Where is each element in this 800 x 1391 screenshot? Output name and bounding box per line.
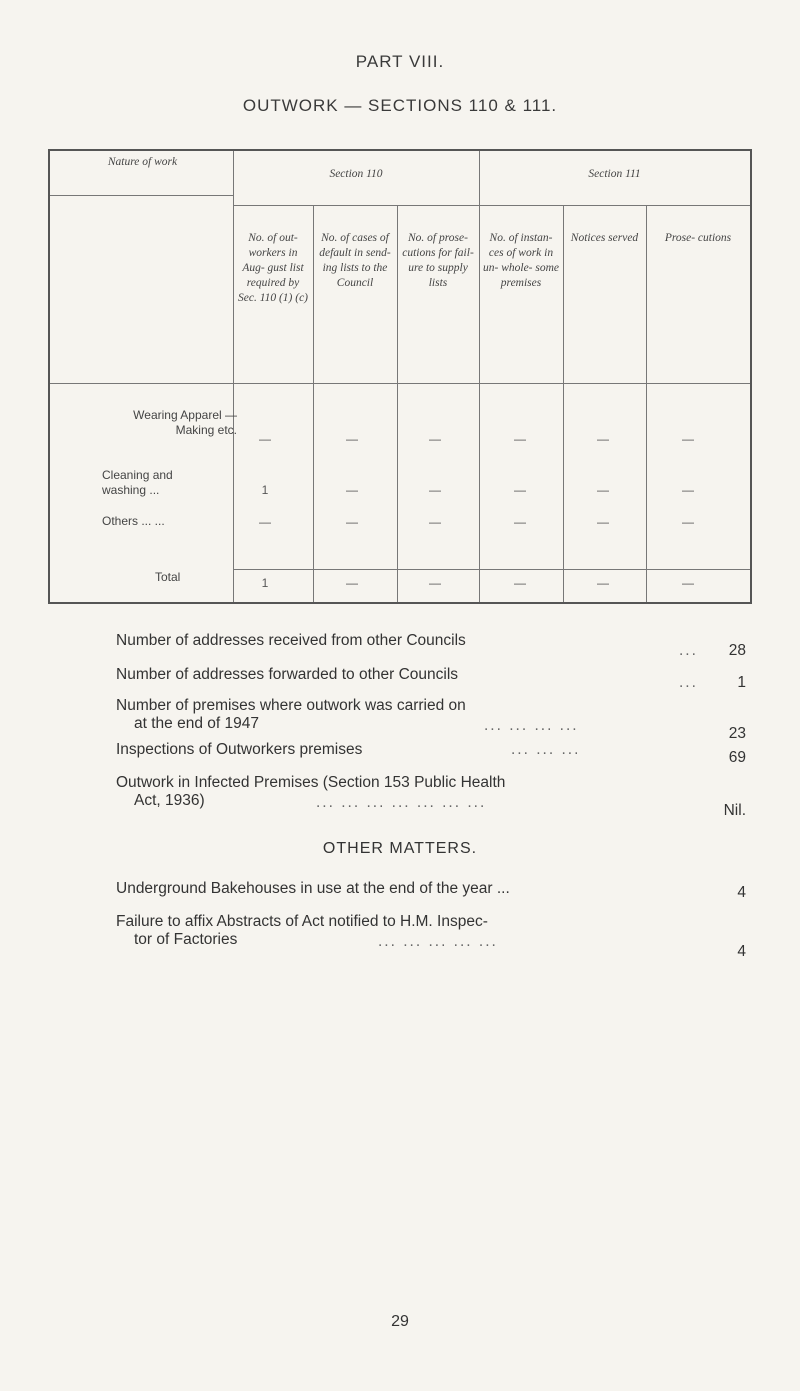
- header-section-111: Section 111: [588, 168, 641, 180]
- divider: [646, 205, 647, 602]
- leader-dots: ... ... ... ... ... ... ...: [316, 794, 487, 811]
- stat-value: 4: [737, 943, 746, 960]
- stat-value: 1: [737, 674, 746, 691]
- row-label-wearing-apparel: Wearing Apparel — Making etc.: [133, 408, 237, 437]
- table-cell: —: [259, 432, 271, 446]
- stat-label: Failure to affix Abstracts of Act notified to H.M. Inspec-: [116, 913, 488, 930]
- total-cell: —: [346, 576, 358, 590]
- row-label-total: Total: [155, 570, 181, 584]
- header-section-110: Section 110: [329, 168, 383, 180]
- header-col-prosecutions-110: No. of prose- cutions for fail- ure to supply lists: [402, 232, 474, 289]
- table-cell: —: [429, 483, 441, 497]
- table-cell: —: [597, 515, 609, 529]
- table-cell: —: [682, 432, 694, 446]
- leader-dots: ... ... ... ... ...: [378, 933, 498, 950]
- stat-value: 69: [728, 749, 746, 766]
- table-cell: —: [346, 432, 358, 446]
- divider: [479, 151, 480, 602]
- table-cell: —: [597, 432, 609, 446]
- stat-label: Number of premises where outwork was carried on: [116, 697, 466, 714]
- header-col-notices: Notices served: [570, 232, 639, 244]
- divider: [50, 383, 750, 384]
- table-cell: —: [346, 515, 358, 529]
- divider: [397, 205, 398, 602]
- total-cell: —: [682, 576, 694, 590]
- table-cell: —: [514, 432, 526, 446]
- leader-dots: ...: [679, 674, 698, 691]
- divider: [233, 151, 234, 602]
- stat-value: 28: [728, 642, 746, 659]
- table-cell: —: [682, 483, 694, 497]
- stat-value: 4: [737, 884, 746, 901]
- table-cell: —: [429, 432, 441, 446]
- stat-label-continued: Act, 1936): [134, 792, 205, 809]
- page-number: 29: [391, 1313, 409, 1330]
- table-cell: —: [514, 483, 526, 497]
- stat-label: Number of addresses forwarded to other Councils: [116, 666, 459, 683]
- stat-label-continued: tor of Factories: [134, 931, 238, 948]
- total-cell: —: [429, 576, 441, 590]
- divider: [313, 205, 314, 602]
- stat-label: Outwork in Infected Premises (Section 153 Public Health: [116, 774, 506, 791]
- table-cell: —: [682, 515, 694, 529]
- table-cell: —: [514, 515, 526, 529]
- total-cell: 1: [261, 576, 269, 590]
- stat-label-continued: at the end of 1947: [134, 715, 259, 732]
- row-label-cleaning: Cleaning and washing ...: [102, 468, 173, 497]
- stat-label: Inspections of Outworkers premises: [116, 741, 363, 758]
- leader-dots: ...: [679, 642, 698, 659]
- table-cell: —: [597, 483, 609, 497]
- stat-label: Number of addresses received from other Councils: [116, 632, 466, 649]
- header-col-outworkers: No. of out- workers in Aug- gust list required by Sec. 110 (1) (c): [237, 232, 309, 304]
- leader-dots: ... ... ... ...: [484, 717, 579, 734]
- total-cell: —: [597, 576, 609, 590]
- leader-dots: ... ... ...: [511, 741, 581, 758]
- table-cell: 1: [261, 483, 269, 497]
- section-title: OUTWORK — SECTIONS 110 & 111.: [242, 96, 558, 115]
- divider: [233, 569, 750, 570]
- header-col-prosecutions-111: Prose- cutions: [664, 232, 732, 244]
- divider: [563, 205, 564, 602]
- stat-label: Underground Bakehouses in use at the end of the year ...: [116, 880, 510, 897]
- divider: [233, 205, 750, 206]
- table-cell: —: [429, 515, 441, 529]
- stat-value: 23: [728, 725, 746, 742]
- other-matters-title: OTHER MATTERS.: [322, 840, 478, 857]
- outwork-table: [48, 149, 752, 604]
- part-title: PART VIII.: [355, 52, 445, 71]
- total-cell: —: [514, 576, 526, 590]
- table-cell: —: [259, 515, 271, 529]
- header-col-instances: No. of instan- ces of work in un- whole- some premises: [483, 232, 560, 289]
- stat-value: Nil.: [723, 802, 746, 819]
- table-cell: —: [346, 483, 358, 497]
- divider: [50, 195, 233, 196]
- row-label-others: Others ... ...: [102, 514, 165, 528]
- header-col-default-cases: No. of cases of default in send- ing lists to the Council: [319, 232, 391, 289]
- header-nature-of-work: Nature of work: [107, 156, 178, 168]
